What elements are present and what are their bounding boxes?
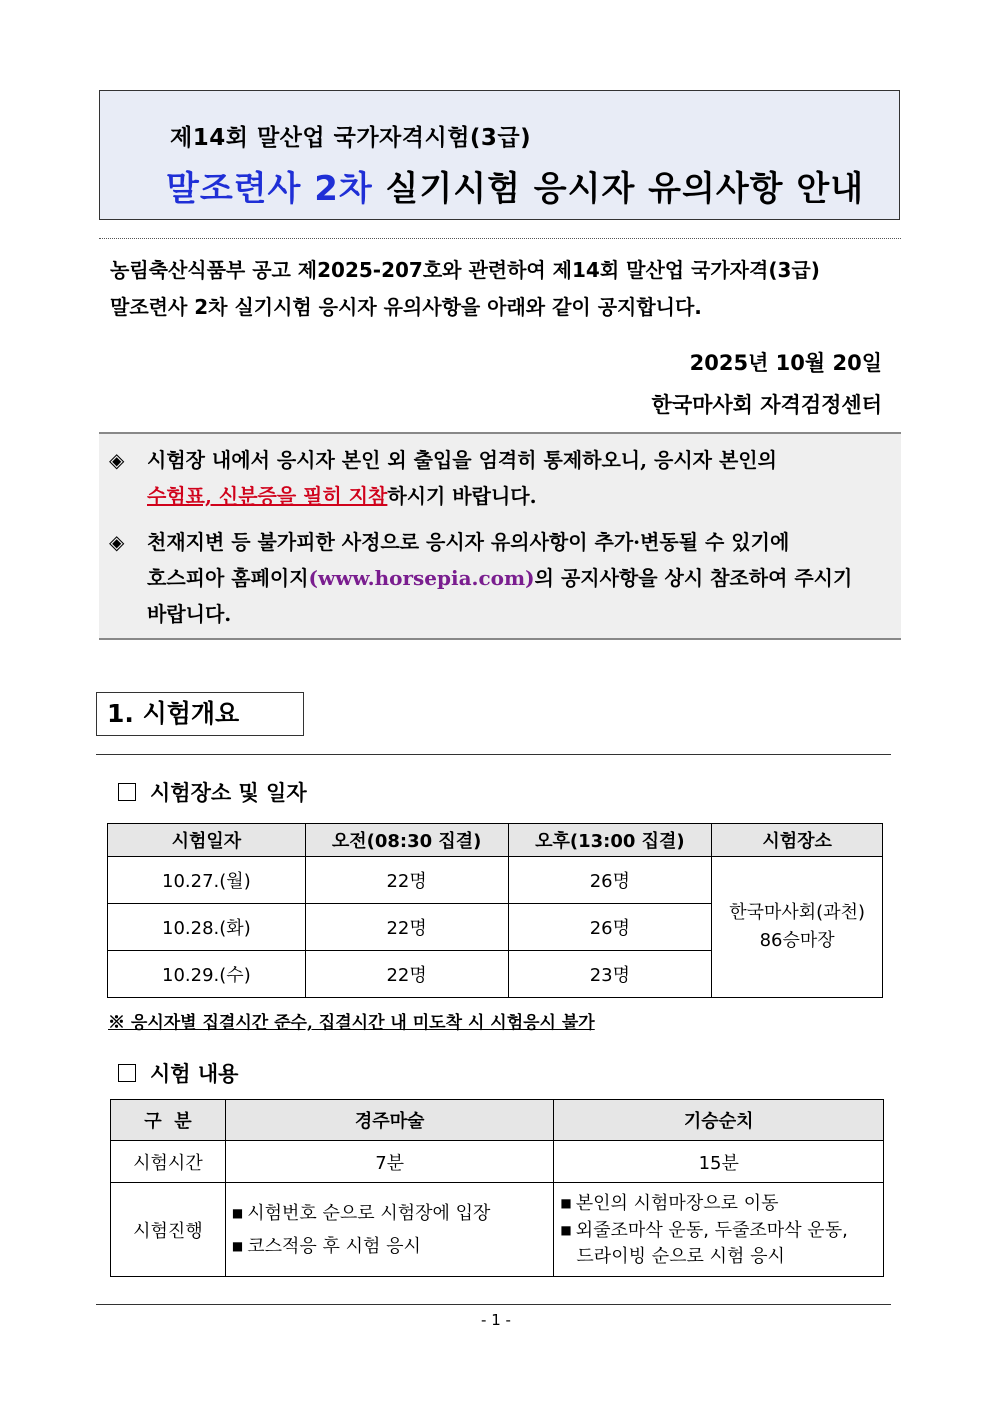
list-item-text: 시험번호 순으로 시험장에 입장 bbox=[247, 1202, 491, 1224]
diamond-bullet-icon: ◈ bbox=[109, 530, 125, 554]
notice-2-line-1: 천재지변 등 불가피한 사정으로 응시자 유의사항이 추가·변동될 수 있기에 bbox=[147, 530, 790, 554]
cell-procedure-race bbox=[225, 1183, 554, 1277]
list-item-continuation: 드라이빙 순으로 시험 응시 bbox=[576, 1245, 785, 1267]
page-number: - 1 - bbox=[481, 1311, 511, 1329]
title-rest: 실기시험 응시자 유의사항 안내 bbox=[372, 169, 865, 209]
subheading-content-label: 시험 내용 bbox=[150, 1061, 239, 1086]
square-bullet-icon: ■ bbox=[560, 1222, 572, 1237]
schedule-table bbox=[107, 823, 883, 998]
schedule-footnote: ※ 응시자별 집결시간 준수, 집결시간 내 미도착 시 시험응시 불가 bbox=[108, 1013, 595, 1033]
cell-morning-count: 22명 bbox=[305, 904, 508, 951]
list-item bbox=[232, 1230, 554, 1263]
list-item bbox=[560, 1190, 883, 1217]
cell-afternoon-count: 23명 bbox=[508, 951, 712, 998]
notice-2-pre: 호스피아 홈페이지 bbox=[147, 566, 309, 590]
title-box bbox=[99, 90, 900, 220]
page-title bbox=[166, 161, 864, 210]
table-row bbox=[111, 1183, 884, 1277]
section-title: 1. 시험개요 bbox=[96, 692, 304, 736]
square-bullet-icon: ■ bbox=[231, 1238, 244, 1253]
header-place: 시험장소 bbox=[712, 824, 883, 857]
diamond-bullet-icon: ◈ bbox=[109, 448, 125, 472]
list-item-text: 외줄조마삭 운동, 두줄조마삭 운동, bbox=[575, 1219, 848, 1241]
header-morning: 오전(08:30 집결) bbox=[305, 824, 508, 857]
notice-date: 2025년 10월 20일 bbox=[689, 351, 882, 375]
footer-divider bbox=[96, 1304, 891, 1305]
table-row bbox=[111, 1141, 884, 1183]
subheading-schedule-label: 시험장소 및 일자 bbox=[150, 780, 307, 805]
list-item bbox=[232, 1197, 554, 1230]
cell-exam-place bbox=[712, 857, 883, 998]
cell-morning-count: 22명 bbox=[305, 951, 508, 998]
list-item-text: 본인의 시험마장으로 이동 bbox=[575, 1192, 779, 1214]
cell-date: 10.28.(화) bbox=[108, 904, 306, 951]
notice-2-post: 의 공지사항을 상시 참조하여 주시기 bbox=[534, 566, 853, 590]
notice-item-2 bbox=[109, 524, 889, 632]
intro-line-1: 농림축산식품부 공고 제2025-207호와 관련하여 제14회 말산업 국가자격(3급) bbox=[110, 258, 820, 282]
cell-time-label: 시험시간 bbox=[111, 1141, 226, 1183]
notice-1-emphasis: 수험표, 신분증을 필히 지참 bbox=[147, 484, 388, 508]
cell-afternoon-count: 26명 bbox=[508, 904, 712, 951]
checkbox-square-icon bbox=[118, 1064, 136, 1082]
notice-1-tail: 하시기 바랍니다. bbox=[387, 484, 537, 508]
cell-time-ride: 15분 bbox=[554, 1141, 884, 1183]
horsepia-link[interactable]: (www.horsepia.com) bbox=[308, 566, 535, 590]
notice-2-line-3: 바랍니다. bbox=[147, 602, 232, 626]
title-highlight: 말조련사 2차 bbox=[166, 169, 373, 209]
notice-box bbox=[99, 432, 901, 640]
checkbox-square-icon bbox=[118, 783, 136, 801]
place-line-1: 한국마사회(과천) bbox=[729, 902, 865, 923]
list-item bbox=[560, 1217, 883, 1244]
intro-paragraph bbox=[110, 252, 900, 326]
table-header-row bbox=[108, 824, 883, 857]
header-ride-training: 기승순치 bbox=[554, 1100, 884, 1141]
signature-block bbox=[652, 342, 882, 426]
exam-subtitle: 제14회 말산업 국가자격시험(3급) bbox=[170, 125, 532, 151]
cell-procedure-label: 시험진행 bbox=[111, 1183, 226, 1277]
notice-1-line-1: 시험장 내에서 응시자 본인 외 출입을 엄격히 통제하오니, 응시자 본인의 bbox=[147, 448, 777, 472]
issuing-organization: 한국마사회 자격검정센터 bbox=[651, 393, 882, 417]
cell-procedure-ride bbox=[554, 1183, 884, 1277]
subheading-content bbox=[118, 1058, 238, 1088]
square-bullet-icon: ■ bbox=[560, 1195, 572, 1210]
cell-time-race: 7분 bbox=[225, 1141, 554, 1183]
header-category: 구 분 bbox=[111, 1100, 226, 1141]
dotted-divider bbox=[99, 238, 901, 239]
intro-line-2: 말조련사 2차 실기시험 응시자 유의사항을 아래와 같이 공지합니다. bbox=[110, 295, 702, 319]
exam-content-table bbox=[110, 1099, 884, 1277]
notice-item-1 bbox=[109, 442, 889, 514]
square-bullet-icon: ■ bbox=[231, 1205, 244, 1220]
subheading-schedule bbox=[118, 777, 307, 807]
section-divider bbox=[96, 754, 891, 755]
table-row bbox=[108, 857, 883, 904]
table-header-row bbox=[111, 1100, 884, 1141]
header-date: 시험일자 bbox=[108, 824, 306, 857]
cell-date: 10.27.(월) bbox=[108, 857, 306, 904]
header-afternoon: 오후(13:00 집결) bbox=[508, 824, 712, 857]
cell-afternoon-count: 26명 bbox=[508, 857, 712, 904]
header-race-riding: 경주마술 bbox=[225, 1100, 554, 1141]
cell-date: 10.29.(수) bbox=[108, 951, 306, 998]
list-item-text: 코스적응 후 시험 응시 bbox=[247, 1235, 421, 1257]
place-line-2: 86승마장 bbox=[759, 930, 835, 951]
cell-morning-count: 22명 bbox=[305, 857, 508, 904]
